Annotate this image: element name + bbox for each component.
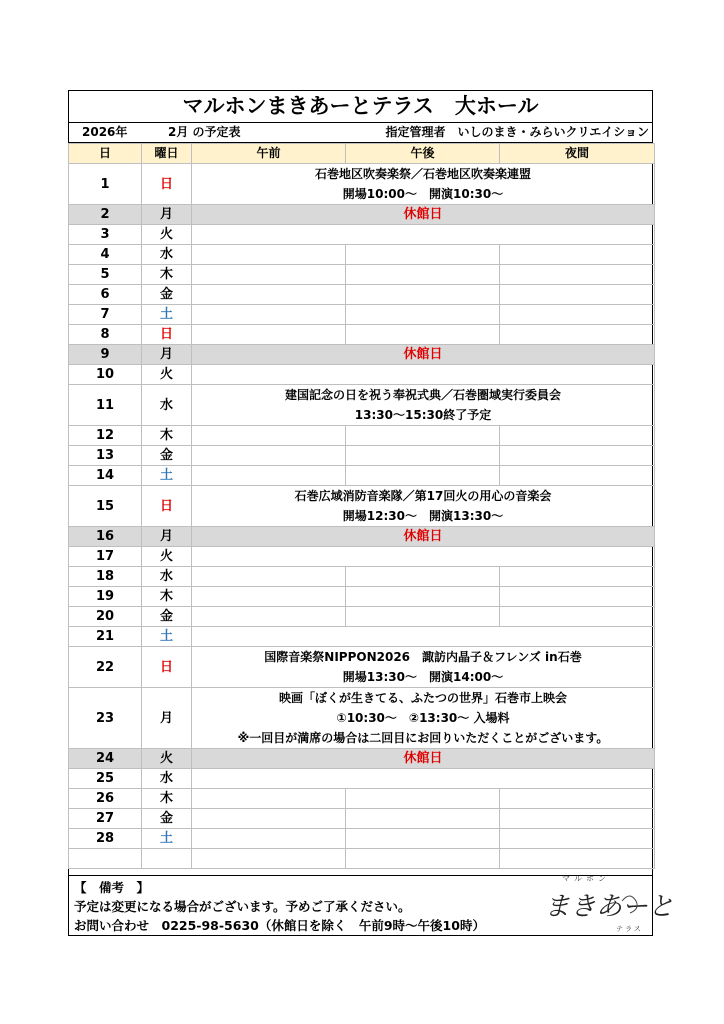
remarks-line-1: 予定は変更になる場合がございます。予めご了承ください。 — [74, 899, 411, 914]
empty-slot — [192, 225, 655, 245]
weekday: 日 — [142, 486, 192, 527]
day-number: 11 — [69, 385, 142, 426]
day-number: 12 — [69, 426, 142, 446]
event-line: 開場12:30～ 開演13:30～ — [342, 509, 504, 523]
table-row — [69, 587, 655, 607]
weekday: 土 — [142, 466, 192, 486]
empty-slot-afternoon — [346, 849, 500, 869]
table-row — [69, 627, 655, 647]
day-number: 6 — [69, 285, 142, 305]
closed-day-label: 休館日 — [192, 527, 655, 547]
event-line: 建国記念の日を祝う奉祝式典／石巻圏域実行委員会 — [284, 388, 561, 402]
empty-slot — [192, 365, 655, 385]
empty-slot-night — [500, 809, 655, 829]
logo-bottom-text: テラス — [616, 925, 643, 933]
table-row — [69, 164, 655, 205]
empty-slot — [192, 769, 655, 789]
weekday: 火 — [142, 365, 192, 385]
empty-slot-afternoon — [346, 567, 500, 587]
event-line: 開場10:00～ 開演10:30～ — [342, 187, 504, 201]
month-value: 2月 — [168, 125, 189, 139]
day-number: 20 — [69, 607, 142, 627]
empty-slot-night — [500, 789, 655, 809]
closed-day-label: 休館日 — [192, 749, 655, 769]
empty-slot-afternoon — [346, 809, 500, 829]
day-number: 3 — [69, 225, 142, 245]
table-row — [69, 245, 655, 265]
empty-slot-morning — [192, 325, 346, 345]
day-number: 25 — [69, 769, 142, 789]
table-row — [69, 446, 655, 466]
empty-slot-night — [500, 829, 655, 849]
day-number: 28 — [69, 829, 142, 849]
table-row — [69, 567, 655, 587]
empty-slot-morning — [192, 587, 346, 607]
event-line: 13:30～15:30終了予定 — [354, 408, 492, 422]
weekday: 月 — [142, 527, 192, 547]
day-number: 26 — [69, 789, 142, 809]
empty-slot-night — [500, 265, 655, 285]
table-row — [69, 365, 655, 385]
event-cell — [192, 164, 655, 205]
empty-slot-night — [500, 305, 655, 325]
day-number: 24 — [69, 749, 142, 769]
day-number: 23 — [69, 688, 142, 749]
remarks-heading: 【 備考 】 — [74, 880, 150, 895]
page-title: マルホンまきあーとテラス 大ホール — [68, 90, 653, 123]
empty-slot-morning — [192, 567, 346, 587]
weekday: 土 — [142, 829, 192, 849]
day-number: 8 — [69, 325, 142, 345]
header-afternoon: 午後 — [346, 144, 500, 164]
header-day: 日 — [69, 144, 142, 164]
empty-slot-afternoon — [346, 446, 500, 466]
table-row — [69, 225, 655, 245]
schedule-subheader — [68, 123, 653, 143]
weekday: 水 — [142, 567, 192, 587]
empty-slot-night — [500, 325, 655, 345]
empty-slot-night — [500, 607, 655, 627]
empty-slot-afternoon — [346, 426, 500, 446]
weekday: 火 — [142, 749, 192, 769]
table-row — [69, 749, 655, 769]
day-number: 4 — [69, 245, 142, 265]
weekday: 金 — [142, 607, 192, 627]
weekday: 日 — [142, 164, 192, 205]
table-row — [69, 265, 655, 285]
table-row — [69, 325, 655, 345]
empty-slot-afternoon — [346, 265, 500, 285]
empty-slot-afternoon — [346, 466, 500, 486]
table-row — [69, 769, 655, 789]
weekday: 水 — [142, 385, 192, 426]
header-weekday: 曜日 — [142, 144, 192, 164]
weekday: 水 — [142, 245, 192, 265]
empty-slot — [192, 547, 655, 567]
empty-slot-morning — [192, 809, 346, 829]
remarks-line-2: お問い合わせ 0225-98-5630（休館日を除く 午前9時～午後10時） — [74, 918, 485, 933]
day-number: 2 — [69, 205, 142, 225]
empty-slot-morning — [192, 426, 346, 446]
weekday: 日 — [142, 647, 192, 688]
weekday: 月 — [142, 688, 192, 749]
table-row — [69, 385, 655, 426]
table-row — [69, 849, 655, 869]
table-row — [69, 305, 655, 325]
month-suffix: の予定表 — [192, 125, 241, 139]
empty-slot-night — [500, 446, 655, 466]
event-line: 開場13:30～ 開演14:00～ — [342, 670, 504, 684]
empty-slot-afternoon — [346, 829, 500, 849]
weekday: 金 — [142, 285, 192, 305]
event-line: ①10:30～ ②13:30～ 入場料 — [336, 711, 510, 725]
weekday: 木 — [142, 587, 192, 607]
empty-slot-night — [500, 245, 655, 265]
header-night: 夜間 — [500, 144, 655, 164]
schedule-body — [69, 164, 655, 869]
empty-slot-afternoon — [346, 245, 500, 265]
weekday: 木 — [142, 789, 192, 809]
day-number: 13 — [69, 446, 142, 466]
day-number: 27 — [69, 809, 142, 829]
empty-slot-afternoon — [346, 325, 500, 345]
weekday: 土 — [142, 305, 192, 325]
empty-slot-night — [500, 426, 655, 446]
table-row — [69, 789, 655, 809]
empty-slot-morning — [192, 446, 346, 466]
empty-slot-afternoon — [346, 607, 500, 627]
month-label — [168, 123, 241, 142]
day-number: 22 — [69, 647, 142, 688]
weekday: 土 — [142, 627, 192, 647]
table-row — [69, 285, 655, 305]
event-line: 映画「ぼくが生きてる、ふたつの世界」石巻市上映会 — [278, 691, 567, 705]
day-number: 21 — [69, 627, 142, 647]
day-number: 16 — [69, 527, 142, 547]
day-number: 1 — [69, 164, 142, 205]
table-row — [69, 205, 655, 225]
empty-slot-morning — [192, 829, 346, 849]
day-number — [69, 849, 142, 869]
day-number: 10 — [69, 365, 142, 385]
event-cell — [192, 385, 655, 426]
empty-slot-morning — [192, 607, 346, 627]
table-row — [69, 688, 655, 749]
closed-day-label: 休館日 — [192, 345, 655, 365]
empty-slot-morning — [192, 305, 346, 325]
empty-slot-afternoon — [346, 587, 500, 607]
logo-top-text: マルホン — [562, 874, 610, 883]
weekday: 火 — [142, 225, 192, 245]
day-number: 9 — [69, 345, 142, 365]
empty-slot-night — [500, 849, 655, 869]
table-row — [69, 809, 655, 829]
empty-slot-morning — [192, 245, 346, 265]
event-line: ※一回目が満席の場合は二回目にお回りいただくことがございます。 — [237, 731, 609, 745]
empty-slot-night — [500, 285, 655, 305]
manager-label: 指定管理者 いしのまき・みらいクリエイション — [385, 125, 649, 139]
schedule-table — [68, 143, 655, 869]
empty-slot-afternoon — [346, 789, 500, 809]
empty-slot-night — [500, 466, 655, 486]
table-header-row — [69, 144, 655, 164]
empty-slot-morning — [192, 285, 346, 305]
weekday — [142, 849, 192, 869]
empty-slot-morning — [192, 849, 346, 869]
day-number: 18 — [69, 567, 142, 587]
table-row — [69, 466, 655, 486]
weekday: 月 — [142, 345, 192, 365]
empty-slot — [192, 627, 655, 647]
weekday: 月 — [142, 205, 192, 225]
weekday: 木 — [142, 426, 192, 446]
day-number: 15 — [69, 486, 142, 527]
table-row — [69, 527, 655, 547]
event-line: 石巻地区吹奏楽祭／石巻地区吹奏楽連盟 — [314, 167, 531, 181]
table-row — [69, 547, 655, 567]
weekday: 水 — [142, 769, 192, 789]
table-row — [69, 486, 655, 527]
table-row — [69, 426, 655, 446]
event-line: 国際音楽祭NIPPON2026 諏訪内晶子＆フレンズ in石巻 — [264, 650, 582, 664]
event-line: 石巻広域消防音楽隊／第17回火の用心の音楽会 — [294, 489, 552, 503]
day-number: 14 — [69, 466, 142, 486]
year-label: 2026年 — [82, 125, 128, 139]
table-row — [69, 607, 655, 627]
table-row — [69, 647, 655, 688]
weekday: 火 — [142, 547, 192, 567]
empty-slot-afternoon — [346, 305, 500, 325]
event-cell — [192, 486, 655, 527]
event-cell — [192, 688, 655, 749]
weekday: 金 — [142, 809, 192, 829]
table-row — [69, 345, 655, 365]
empty-slot-afternoon — [346, 285, 500, 305]
empty-slot-night — [500, 567, 655, 587]
closed-day-label: 休館日 — [192, 205, 655, 225]
weekday: 金 — [142, 446, 192, 466]
weekday: 木 — [142, 265, 192, 285]
weekday: 日 — [142, 325, 192, 345]
table-row — [69, 829, 655, 849]
day-number: 7 — [69, 305, 142, 325]
header-morning: 午前 — [192, 144, 346, 164]
event-cell — [192, 647, 655, 688]
maki-art-terrace-logo — [532, 871, 675, 935]
empty-slot-morning — [192, 789, 346, 809]
day-number: 5 — [69, 265, 142, 285]
empty-slot-morning — [192, 265, 346, 285]
day-number: 19 — [69, 587, 142, 607]
empty-slot-night — [500, 587, 655, 607]
logo-main-text: まきあーと — [544, 892, 675, 922]
empty-slot-morning — [192, 466, 346, 486]
day-number: 17 — [69, 547, 142, 567]
